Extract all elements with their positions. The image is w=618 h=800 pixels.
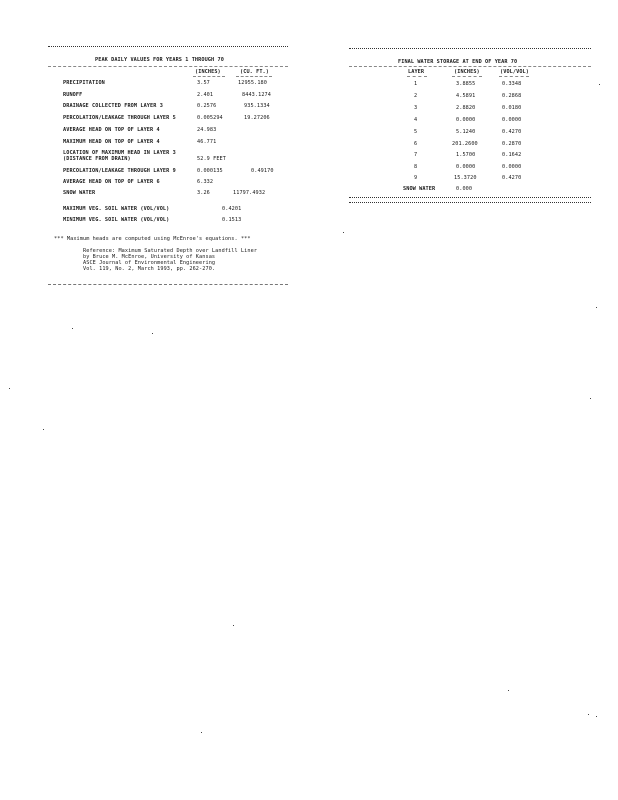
row-layer: 6 (414, 141, 418, 147)
row-inches: 6.332 (197, 179, 214, 185)
row-layer: 2 (414, 93, 418, 99)
row-inches: 2.8820 (456, 105, 476, 111)
row-cuft: 935.1334 (244, 103, 270, 109)
peak-values-title: PEAK DAILY VALUES FOR YEARS 1 THROUGH 70 (95, 57, 224, 63)
row-layer: 9 (414, 175, 418, 181)
row-volvol: 0.2870 (502, 141, 522, 147)
row-label: DRAINAGE COLLECTED FROM LAYER 3 (63, 103, 163, 109)
col-header-cuft: (CU. FT.) (240, 69, 270, 75)
row-cuft: 19.27206 (244, 115, 270, 121)
row-volvol: 0.1642 (502, 152, 522, 158)
row-label: PRECIPITATION (63, 80, 105, 86)
col-underline-cuft (236, 76, 272, 77)
top-rule (349, 48, 591, 49)
reference-line: Vol. 119, No. 2, March 1993, pp. 262-270. (83, 266, 216, 272)
row-layer: 4 (414, 117, 418, 123)
row-label: RUNOFF (63, 92, 83, 98)
row-label: (DISTANCE FROM DRAIN) (63, 156, 131, 162)
row-volvol: 0.4270 (502, 175, 522, 181)
bottom-rule-1 (349, 197, 591, 198)
row-layer: 1 (414, 81, 418, 87)
col-underline-inches (193, 76, 225, 77)
row-inches: 3.57 (197, 80, 210, 86)
row-inches: 4.5891 (456, 93, 476, 99)
col-underline-layer (407, 76, 427, 77)
row-label: PERCOLATION/LEAKAGE THROUGH LAYER 9 (63, 168, 176, 174)
bottom-rule (48, 284, 288, 285)
scan-speck (508, 690, 509, 691)
row-volvol: 0.4270 (502, 129, 522, 135)
bottom-rule-2 (349, 202, 591, 203)
row-label: LOCATION OF MAXIMUM HEAD IN LAYER 3 (63, 150, 176, 156)
scan-speck (72, 328, 73, 329)
reference-line: by Bruce M. McEnroe, University of Kansas (83, 254, 216, 260)
row-volvol: 0.0000 (502, 117, 522, 123)
row-cuft: 8443.1274 (242, 92, 272, 98)
scan-speck (590, 398, 591, 399)
row-volvol: 0.2868 (502, 93, 522, 99)
row-inches: 0.0000 (456, 164, 476, 170)
scan-speck (343, 232, 344, 233)
row-volvol: 0.3348 (502, 81, 522, 87)
scan-speck (43, 429, 44, 430)
row-inches: 15.3720 (454, 175, 477, 181)
scan-speck (599, 84, 600, 85)
row-inches: 1.5700 (456, 152, 476, 158)
row-inches: 0.0000 (456, 117, 476, 123)
row-inches: 201.2600 (452, 141, 478, 147)
col-header-inches: (INCHES) (195, 69, 221, 75)
mcenroe-note: *** Maximum heads are computed using McEnroe's equations. *** (54, 236, 251, 242)
final-storage-title: FINAL WATER STORAGE AT END OF YEAR 70 (398, 59, 518, 65)
row-layer: 3 (414, 105, 418, 111)
row-label: PERCOLATION/LEAKAGE THROUGH LAYER 5 (63, 115, 176, 121)
row-inches: 24.983 (197, 127, 217, 133)
row-layer: SNOW WATER (403, 186, 436, 192)
scan-speck (596, 307, 597, 308)
scan-speck (588, 714, 589, 715)
col-header-volvol: (VOL/VOL) (500, 69, 530, 75)
row-cuft: 11797.4932 (233, 190, 266, 196)
row-inches: 0.4201 (222, 206, 242, 212)
reference-line: Reference: Maximum Saturated Depth over Landfill Liner (83, 248, 258, 254)
row-inches: 0.000135 (197, 168, 223, 174)
col-underline-volvol (499, 76, 529, 77)
scan-speck (152, 333, 153, 334)
row-inches: 0.1513 (222, 217, 242, 223)
reference-line: ASCE Journal of Environmental Engineering (83, 260, 216, 266)
top-rule (48, 46, 288, 47)
row-layer: 5 (414, 129, 418, 135)
row-cuft: 0.49170 (251, 168, 274, 174)
col-header-inches: (INCHES) (454, 69, 480, 75)
row-label: MAXIMUM HEAD ON TOP OF LAYER 4 (63, 139, 160, 145)
col-underline-inches (452, 76, 482, 77)
row-inches: 2.401 (197, 92, 214, 98)
row-inches: 0.2576 (197, 103, 217, 109)
row-inches: 3.26 (197, 190, 210, 196)
row-layer: 7 (414, 152, 418, 158)
scan-speck (233, 625, 234, 626)
row-layer: 8 (414, 164, 418, 170)
row-label: MAXIMUM VEG. SOIL WATER (VOL/VOL) (63, 206, 170, 212)
row-inches: 46.771 (197, 139, 217, 145)
row-label: SNOW WATER (63, 190, 96, 196)
row-cuft: 12955.180 (238, 80, 268, 86)
row-inches: 3.8855 (456, 81, 476, 87)
row-inches: 52.9 FEET (197, 156, 227, 162)
scan-speck (596, 716, 597, 717)
col-header-layer: LAYER (408, 69, 425, 75)
title-underline (48, 66, 288, 67)
row-inches: 0.000 (456, 186, 473, 192)
title-underline (349, 66, 591, 67)
row-label: AVERAGE HEAD ON TOP OF LAYER 4 (63, 127, 160, 133)
row-inches: 0.005294 (197, 115, 223, 121)
row-volvol: 0.0180 (502, 105, 522, 111)
scan-speck (201, 732, 202, 733)
scan-speck (9, 388, 10, 389)
row-volvol: 0.0000 (502, 164, 522, 170)
row-inches: 5.1240 (456, 129, 476, 135)
row-label: AVERAGE HEAD ON TOP OF LAYER 6 (63, 179, 160, 185)
row-label: MINIMUM VEG. SOIL WATER (VOL/VOL) (63, 217, 170, 223)
